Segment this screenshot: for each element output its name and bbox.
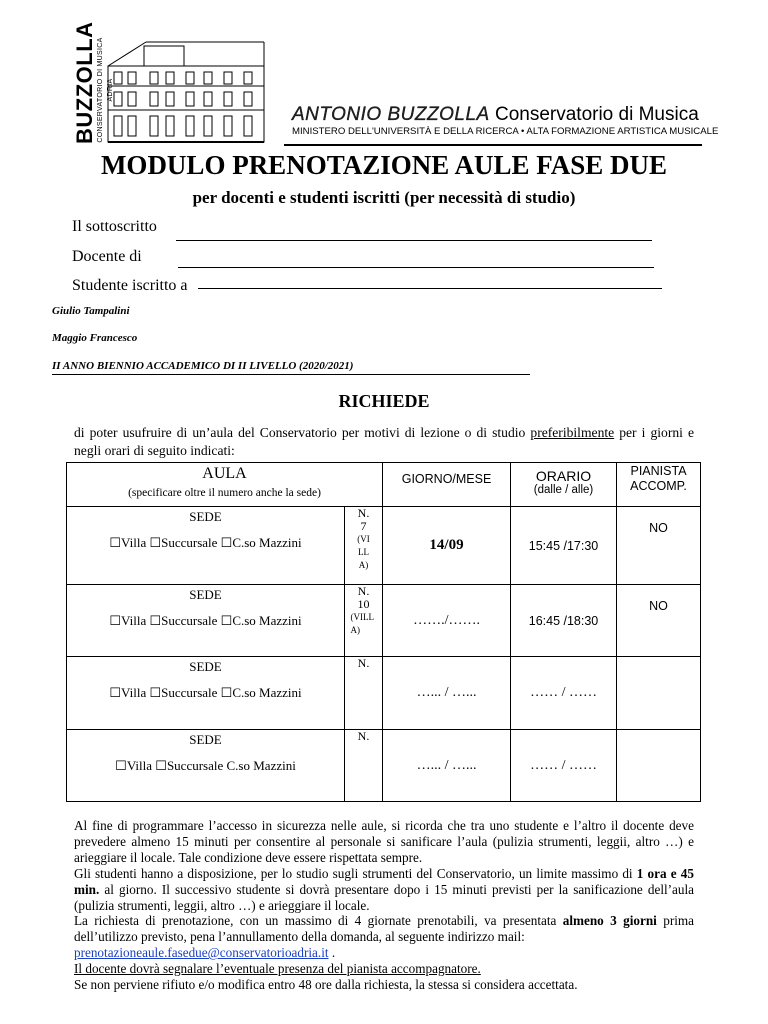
sottoscritto-label: Il sottoscritto (72, 218, 157, 235)
docente-label: Docente di (72, 248, 142, 265)
table-row (67, 507, 701, 585)
aula-header-note: (specificare oltre il numero anche la sede) (128, 487, 321, 499)
course-info: II ANNO BIENNIO ACCADEMICO DI II LIVELLO (2020/2021) (52, 360, 354, 372)
pianista-cell[interactable]: NO (617, 585, 701, 657)
sede-label: SEDE (189, 509, 222, 524)
sede-label: SEDE (189, 587, 222, 602)
logo-subtext: CONSERVATORIO DI MUSICA ADRIA (97, 37, 114, 143)
room-number: N. 7 (357, 506, 370, 533)
orario-header-label: ORARIO (535, 468, 592, 484)
sottoscritto-field[interactable] (176, 240, 652, 241)
note-paragraph-3 (74, 913, 694, 961)
institution-name (292, 104, 699, 126)
orario-header-note: (dalle / alle) (533, 484, 594, 496)
sede-options[interactable]: ☐Villa ☐Succursale ☐C.so Mazzini (109, 685, 302, 700)
room-number-note: (VI LL A) (357, 534, 370, 570)
room-number-cell (345, 585, 383, 657)
institution-type: Conservatorio di Musica (494, 104, 699, 125)
room-number-cell (345, 730, 383, 802)
note-paragraph-4: Il docente dovrà segnalare l’eventuale presenza del pianista accompagnatore. (74, 961, 481, 977)
note-paragraph-1: Al fine di programmare l’accesso in sicurezza nelle aule, si ricorda che tra uno studente e l’altro il docente deve prevedere almeno 15 minuti per consentire al personale si sanificare l’aula (pulizia strumenti, leggii, altro …) e arieggiare il locale. Tale condizione deve essere rispettata sempre. (74, 818, 694, 865)
table-row (67, 730, 701, 802)
pianista-cell[interactable] (617, 657, 701, 730)
pianista-cell[interactable] (617, 730, 701, 802)
institution-subtitle: MINISTERO DELL'UNIVERSITÀ E DELLA RICERCA • ALTA FORMAZIONE ARTISTICA MUSICALE (292, 126, 719, 137)
note-3-a: La richiesta di prenotazione, con un massimo di 4 giornate prenotabili, va presentata (74, 913, 563, 929)
note-3-bold: almeno 3 giorni (562, 913, 657, 929)
pianista-header-label: PIANISTA ACCOMP. (630, 464, 687, 493)
table-header-row (67, 463, 701, 507)
student-name: Giulio Tampalini (52, 305, 130, 317)
sede-options[interactable]: ☐Villa ☐Succursale ☐C.so Mazzini (109, 613, 302, 628)
orario-cell[interactable]: …… / …… (511, 730, 617, 802)
header-divider (284, 144, 702, 146)
pianista-cell[interactable]: NO (617, 507, 701, 585)
pianista-header (617, 463, 701, 507)
notes-section (74, 818, 694, 993)
sede-cell (67, 507, 345, 585)
booking-table (66, 462, 701, 802)
giorno-cell[interactable]: 14/09 (383, 507, 511, 585)
room-number-cell (345, 657, 383, 730)
orario-header (511, 463, 617, 507)
email-link[interactable]: prenotazioneaule.fasedue@conservatorioadria.it (74, 945, 329, 961)
room-number-note: (VILL A) (350, 612, 374, 635)
giorno-cell[interactable]: ……./……. (383, 585, 511, 657)
room-number-cell (345, 507, 383, 585)
note-paragraph-2 (74, 866, 694, 914)
orario-cell[interactable]: 15:45 /17:30 (511, 507, 617, 585)
note-2-bold: 1 ora e 45 min. (74, 865, 694, 897)
note-2-a: Gli studenti hanno a disposizione, per lo studio sugli strumenti del Conservatorio, un limite massimo di (74, 865, 637, 881)
note-2-b: al giorno. Il successivo studente si dovrà presentare dopo i 15 minuti previsti per la sanificazione dell’aula (pulizia strumenti, leggii, altro …) e arieggiare il locale. (74, 881, 694, 913)
giorno-header (383, 463, 511, 507)
intro-text-b: per i giorni e negli orari di seguito indicati: (74, 425, 694, 458)
orario-cell[interactable]: 16:45 /18:30 (511, 585, 617, 657)
aula-header (67, 463, 383, 507)
docente-field[interactable] (178, 267, 654, 268)
studente-field[interactable] (198, 288, 662, 289)
room-number: N. (357, 656, 370, 670)
giorno-header-label: GIORNO/MESE (401, 472, 492, 486)
institution-brand: ANTONIO BUZZOLLA (292, 104, 490, 125)
studente-label: Studente iscritto a (72, 277, 188, 294)
aula-header-label: AULA (202, 465, 247, 482)
table-row (67, 585, 701, 657)
orario-cell[interactable]: …… / …… (511, 657, 617, 730)
sede-label: SEDE (189, 732, 222, 747)
course-underline (52, 374, 530, 375)
page-subtitle: per docenti e studenti iscritti (per necessità di studio) (192, 188, 576, 207)
page-title: MODULO PRENOTAZIONE AULE FASE DUE (100, 150, 668, 180)
note-3-end: . (328, 945, 336, 961)
teacher-name: Maggio Francesco (52, 332, 138, 344)
intro-text-underlined: preferibilmente (530, 425, 615, 440)
giorno-cell[interactable]: …... / …... (383, 657, 511, 730)
richiede-heading: RICHIEDE (338, 391, 430, 411)
intro-text (74, 424, 694, 460)
room-number: N. 10 (357, 584, 370, 611)
intro-text-a: di poter usufruire di un’aula del Conservatorio per motivi di lezione o di studio (74, 425, 531, 440)
table-row (67, 657, 701, 730)
note-3-b: prima dell’utilizzo previsto, pena l’annullamento della domanda, al seguente indirizzo mail: (74, 913, 694, 945)
giorno-cell[interactable]: …... / …... (383, 730, 511, 802)
building-logo-icon (72, 21, 268, 144)
sede-options[interactable]: ☐Villa ☐Succursale C.so Mazzini (115, 758, 296, 773)
sede-cell (67, 585, 345, 657)
sede-label: SEDE (189, 659, 222, 674)
sede-cell (67, 657, 345, 730)
sede-options[interactable]: ☐Villa ☐Succursale ☐C.so Mazzini (109, 535, 302, 550)
room-number: N. (357, 729, 370, 743)
note-paragraph-5: Se non perviene rifiuto e/o modifica entro 48 ore dalla richiesta, la stessa si considera accettata. (74, 977, 578, 993)
logo-text: BUZZOLLA (72, 21, 97, 144)
sede-cell (67, 730, 345, 802)
